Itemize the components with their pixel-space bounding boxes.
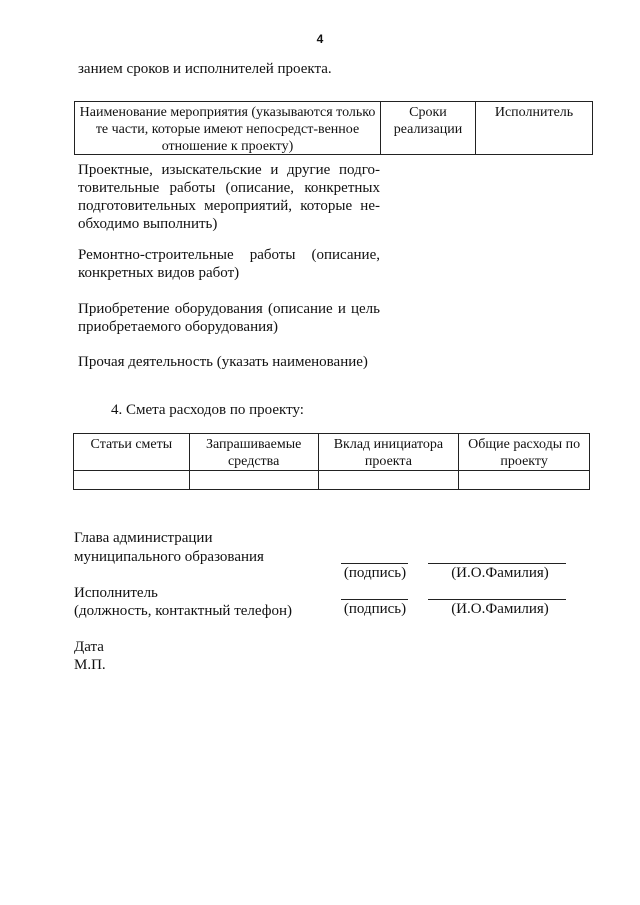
head-name-line	[428, 563, 566, 564]
budget-cell	[459, 471, 590, 490]
budget-cell	[74, 471, 190, 490]
activities-table	[74, 101, 593, 155]
budget-header-requested: Запрашиваемые средства	[189, 434, 318, 471]
executor-name-caption: (И.О.Фамилия)	[451, 601, 549, 617]
executor-name-line	[428, 599, 566, 600]
executor-position: (должность, контактный телефон)	[74, 603, 292, 619]
budget-empty-row	[74, 471, 590, 490]
head-subtitle: муниципального образования	[74, 549, 264, 565]
budget-header-row	[74, 434, 590, 471]
budget-header-contribution: Вклад инициатора проекта	[318, 434, 459, 471]
head-signature-caption: (подпись)	[343, 565, 407, 581]
executor-signature-caption: (подпись)	[343, 601, 407, 617]
activity-item-other: Прочая деятельность (указать наименование)	[78, 354, 368, 370]
budget-cell	[189, 471, 318, 490]
head-signature-line	[341, 563, 408, 564]
head-title: Глава администрации	[74, 530, 213, 546]
activities-header-name: Наименование мероприятия (указываются только те части, которые имеют непосредст-венное отношение к проекту)	[75, 102, 381, 154]
date-label: Дата	[74, 639, 104, 655]
activity-item-equipment: Приобретение оборудования (описание и цель приобретаемого оборудования)	[78, 301, 380, 335]
activity-item-design: Проектные, изыскательские и другие подго-товительные работы (описание, конкретных подготовительных мероприятий, которые не-обходимо выполнить)	[78, 162, 380, 232]
page-number: 4	[316, 32, 324, 46]
head-name-caption: (И.О.Фамилия)	[451, 565, 549, 581]
budget-header-total: Общие расходы по проекту	[459, 434, 590, 471]
budget-cell	[318, 471, 459, 490]
executor-title: Исполнитель	[74, 585, 158, 601]
activities-header-period: Сроки реализации	[381, 102, 476, 154]
continuation-text: занием сроков и исполнителей проекта.	[78, 61, 332, 77]
stamp-label: М.П.	[74, 657, 106, 673]
executor-signature-line	[341, 599, 408, 600]
budget-table	[73, 433, 590, 490]
activity-item-construction: Ремонтно-строительные работы (описание, конкретных видов работ)	[78, 247, 380, 281]
activities-header-executor: Исполнитель	[494, 105, 574, 120]
budget-header-items: Статьи сметы	[74, 434, 190, 471]
budget-heading: 4. Смета расходов по проекту:	[111, 402, 304, 418]
